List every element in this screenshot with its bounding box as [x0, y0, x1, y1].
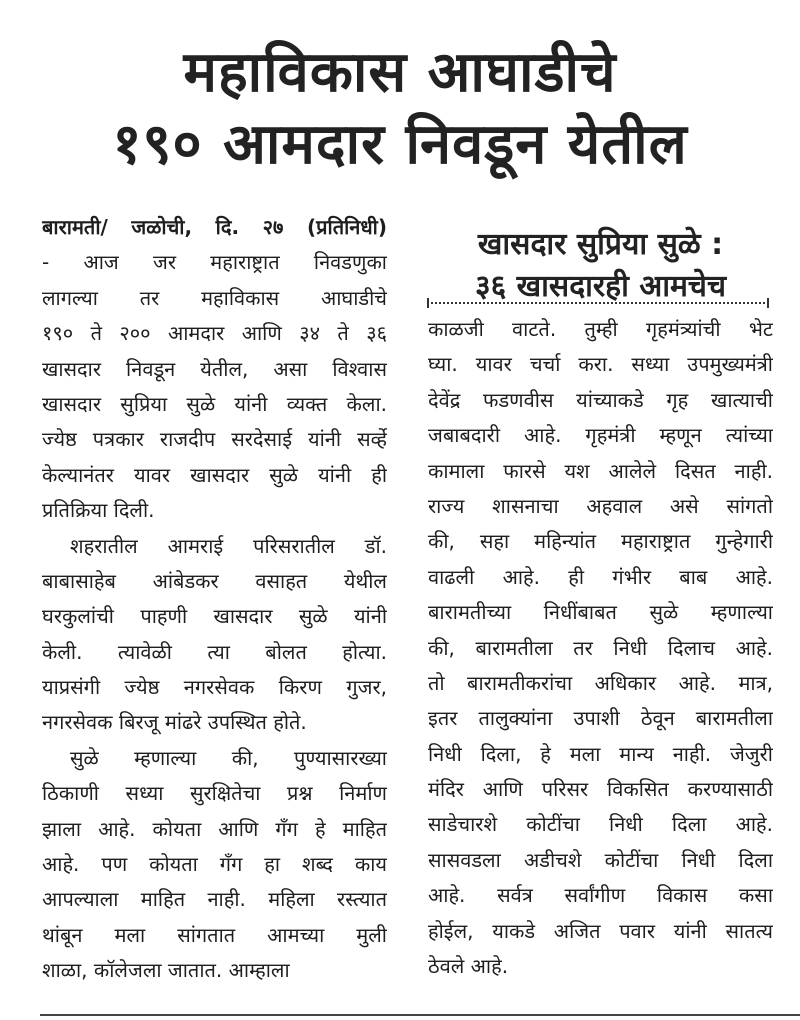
article-line: केली. त्यावेळी त्या बोलत होत्या.: [42, 639, 387, 664]
article-line: - आज जर महाराष्ट्रात निवडणुका: [42, 250, 387, 275]
article-line: निधी दिला, हे मला मान्य नाही. जेजुरी: [428, 741, 773, 766]
subheading-line-1: खासदार सुप्रिया सुळे :: [477, 227, 724, 262]
article-line: कामाला फारसे यश आलेले दिसत नाही.: [428, 458, 773, 483]
article-line: नगरसेवक बिरजू मांढरे उपस्थित होते.: [42, 710, 307, 735]
article-line: इतर तालुक्यांना उपाशी ठेवून बारामतीला: [428, 706, 773, 731]
left-article-column: [42, 210, 387, 989]
article-line: प्रतिक्रिया दिली.: [42, 498, 155, 523]
article-line: खासदार निवडून येतील, असा विश्वास: [42, 356, 387, 381]
article-line: आहे. पण कोयता गँग हा शब्द काय: [42, 852, 387, 877]
article-line: शहरातील आमराई परिसरातील डॉ.: [70, 533, 387, 558]
article-line: शाळा, कॉलेजला जातात. आम्हाला: [42, 958, 290, 983]
article-line: आपल्याला माहित नाही. महिला रस्त्यात: [42, 887, 387, 912]
article-line: घरकुलांची पाहणी खासदार सुळे यांनी: [42, 604, 387, 629]
article-line: झाला आहे. कोयता आणि गँग हे माहित: [42, 816, 387, 841]
article-line: साडेचारशे कोटींचा निधी दिला आहे.: [428, 812, 773, 837]
article-line: सासवडला अडीचशे कोटींचा निधी दिला: [428, 847, 773, 872]
dotted-divider: [427, 302, 769, 304]
article-line: की, बारामतीला तर निधी दिलाच आहे.: [428, 635, 773, 660]
article-line: होईल, याकडे अजित पवार यांनी सातत्य: [428, 918, 773, 943]
article-line: सुळे म्हणाल्या की, पुण्यासारख्या: [70, 745, 387, 770]
article-line: ठिकाणी सध्या सुरक्षितेचा प्रश्न निर्माण: [42, 781, 387, 806]
article-line: १९० ते २०० आमदार आणि ३४ ते ३६: [42, 321, 387, 346]
article-line: काळजी वाटते. तुम्ही गृहमंत्र्यांची भेट: [428, 317, 773, 341]
article-line: ज्येष्ठ पत्रकार राजदीप सरदेसाई यांनी सर्व्हे: [42, 427, 387, 452]
article-line: याप्रसंगी ज्येष्ठ नगरसेवक किरण गुजर,: [42, 675, 387, 700]
article-line: लागल्या तर महाविकास आघाडीचे: [42, 285, 387, 310]
article-line: बारामती/ जळोची, दि. २७ (प्रतिनिधी): [42, 215, 387, 239]
article-line: तो बारामतीकरांचा अधिकार आहे. मात्र,: [428, 670, 773, 695]
article-line: वाढली आहे. ही गंभीर बाब आहे.: [428, 564, 773, 589]
article-line: थांबून मला सांगतात आमच्या मुली: [42, 922, 387, 947]
article-line: राज्य शासनाचा अहवाल असे सांगतो: [428, 493, 773, 518]
article-line: खासदार सुप्रिया सुळे यांनी व्यक्त केला.: [42, 391, 387, 416]
subheading-line-2: ३६ खासदारही आमचेच: [474, 269, 727, 304]
article-line: मंदिर आणि परिसर विकसित करण्यासाठी: [428, 777, 773, 802]
article-line: जबाबदारी आहे. गृहमंत्री म्हणून त्यांच्या: [428, 423, 773, 448]
article-line: आहे. सर्वत्र सर्वांगीण विकास कसा: [428, 883, 773, 908]
article-line: देवेंद्र फडणवीस यांच्याकडे गृह खात्याची: [428, 387, 773, 412]
right-article-column: [428, 312, 773, 984]
bottom-rule: [40, 1014, 800, 1016]
article-line: बाबासाहेब आंबेडकर वसाहत येथील: [42, 568, 387, 593]
article-line: केल्यानंतर यावर खासदार सुळे यांनी ही: [42, 462, 387, 487]
article-line: ठेवले आहे.: [428, 954, 509, 979]
article-line: घ्या. यावर चर्चा करा. सध्या उपमुख्यमंत्री: [428, 352, 773, 377]
article-line: की, सहा महिन्यांत महाराष्ट्रात गुन्हेगारी: [428, 529, 773, 554]
headline-line-2: १९० आमदार निवडून येतील: [112, 112, 688, 177]
headline-line-1: महाविकास आघाडीचे: [183, 40, 617, 105]
article-line: बारामतीच्या निधींबाबत सुळे म्हणाल्या: [428, 600, 773, 625]
